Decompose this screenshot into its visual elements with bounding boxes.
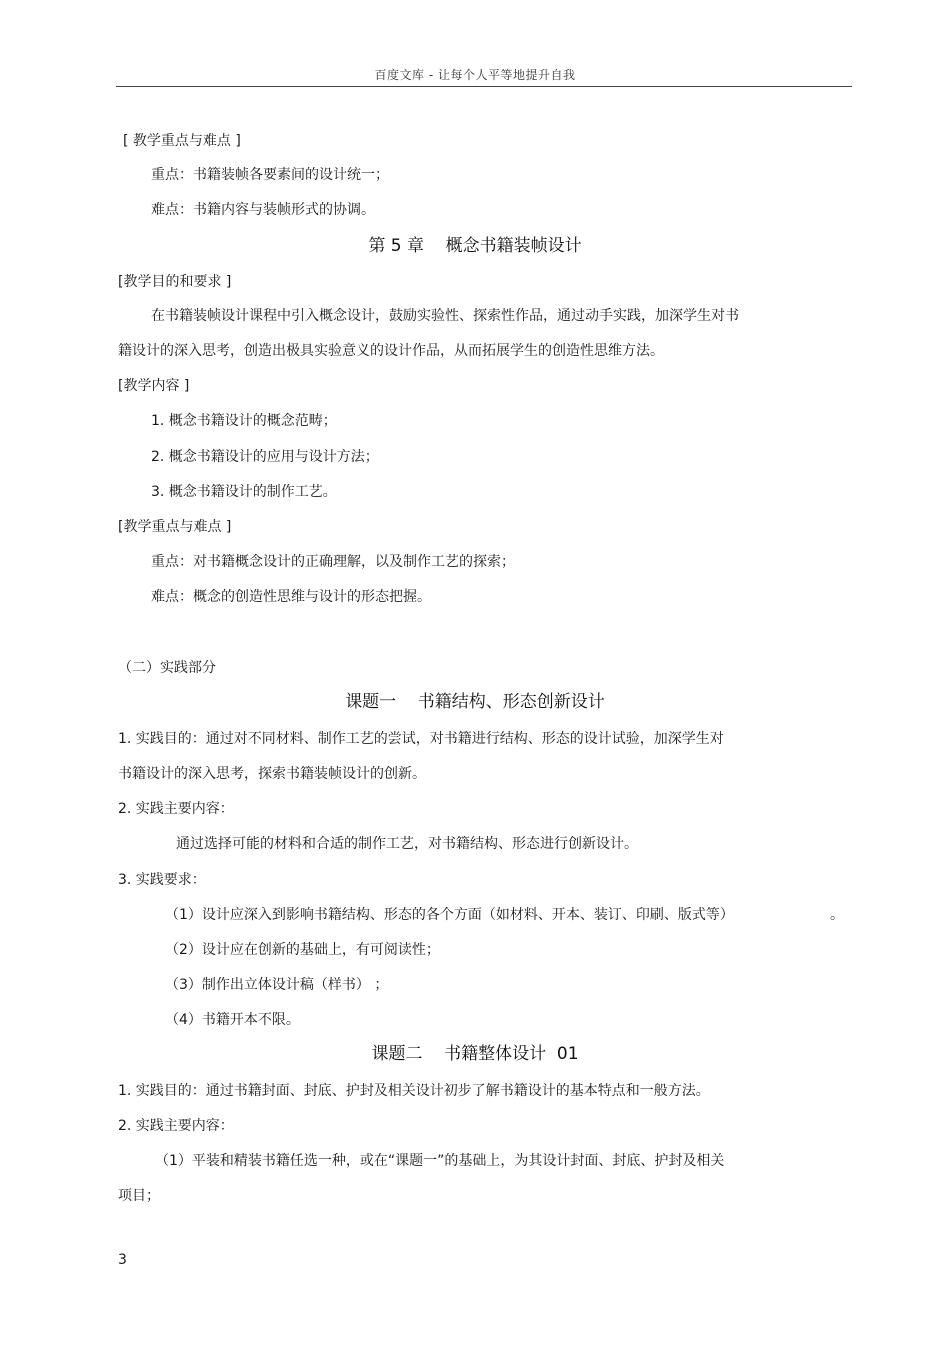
key-points-label-2: [教学重点与难点 ] (118, 519, 232, 535)
page-header: 百度文库 - 让每个人平等地提升自我 (374, 68, 576, 82)
topic-2-content-label: 2. 实践主要内容： (118, 1118, 234, 1134)
key-point-text-2: 重点：对书籍概念设计的正确理解，以及制作工艺的探索； (151, 554, 515, 570)
topic-1-objective-line-1: 1. 实践目的：通过对不同材料、制作工艺的尝试，对书籍进行结构、形态的设计试验，加深学生对 (118, 731, 724, 747)
topic-1-requirements-label: 3. 实践要求： (118, 872, 206, 888)
topic-1-objective-line-2: 书籍设计的深入思考，探索书籍装帧设计的创新。 (118, 766, 426, 782)
requirement-1-period: 。 (830, 907, 844, 923)
requirement-3: （3）制作出立体设计稿（样书） ； (165, 977, 389, 993)
requirement-2: （2）设计应在创新的基础上，有可阅读性； (165, 942, 440, 958)
topic-2-content-line-2: 项目； (118, 1188, 160, 1204)
topic-1-content-text: 通过选择可能的材料和合适的制作工艺，对书籍结构、形态进行创新设计。 (176, 836, 638, 852)
topic-1-heading: 课题一 书籍结构、形态创新设计 (345, 692, 605, 712)
requirement-1: （1）设计应深入到影响书籍结构、形态的各个方面（如材料、开本、装订、印刷、版式等） (165, 907, 734, 923)
content-label: [教学内容 ] (118, 378, 190, 394)
key-points-label: [ 教学重点与难点 ] (123, 133, 241, 149)
practice-section-title: （二）实践部分 (118, 660, 216, 676)
chapter-5-heading: 第 5 章 概念书籍装帧设计 (368, 236, 582, 256)
content-item-2: 2. 概念书籍设计的应用与设计方法； (151, 449, 379, 465)
requirement-4: （4）书籍开本不限。 (165, 1012, 300, 1028)
topic-2-heading: 课题二 书籍整体设计 01 (371, 1044, 579, 1064)
difficulty-text: 难点：书籍内容与装帧形式的协调。 (151, 202, 375, 218)
page-number: 3 (118, 1252, 127, 1268)
objectives-label: [教学目的和要求 ] (118, 274, 232, 290)
header-divider (116, 86, 852, 87)
content-item-1: 1. 概念书籍设计的概念范畴； (151, 413, 337, 429)
topic-2-content-line-1: （1）平装和精装书籍任选一种，或在“课题一”的基础上，为其设计封面、封底、护封及相关 (155, 1153, 725, 1169)
objectives-paragraph-line-2: 籍设计的深入思考，创造出极具实验意义的设计作品，从而拓展学生的创造性思维方法。 (118, 343, 664, 359)
key-point-text: 重点：书籍装帧各要素间的设计统一； (151, 167, 389, 183)
content-item-3: 3. 概念书籍设计的制作工艺。 (151, 484, 337, 500)
topic-1-content-label: 2. 实践主要内容： (118, 801, 234, 817)
objectives-paragraph-line-1: 在书籍装帧设计课程中引入概念设计，鼓励实验性、探索性作品，通过动手实践，加深学生对书 (151, 308, 739, 324)
topic-2-objective: 1. 实践目的：通过书籍封面、封底、护封及相关设计初步了解书籍设计的基本特点和一般方法。 (118, 1083, 710, 1099)
difficulty-text-2: 难点：概念的创造性思维与设计的形态把握。 (151, 589, 431, 605)
